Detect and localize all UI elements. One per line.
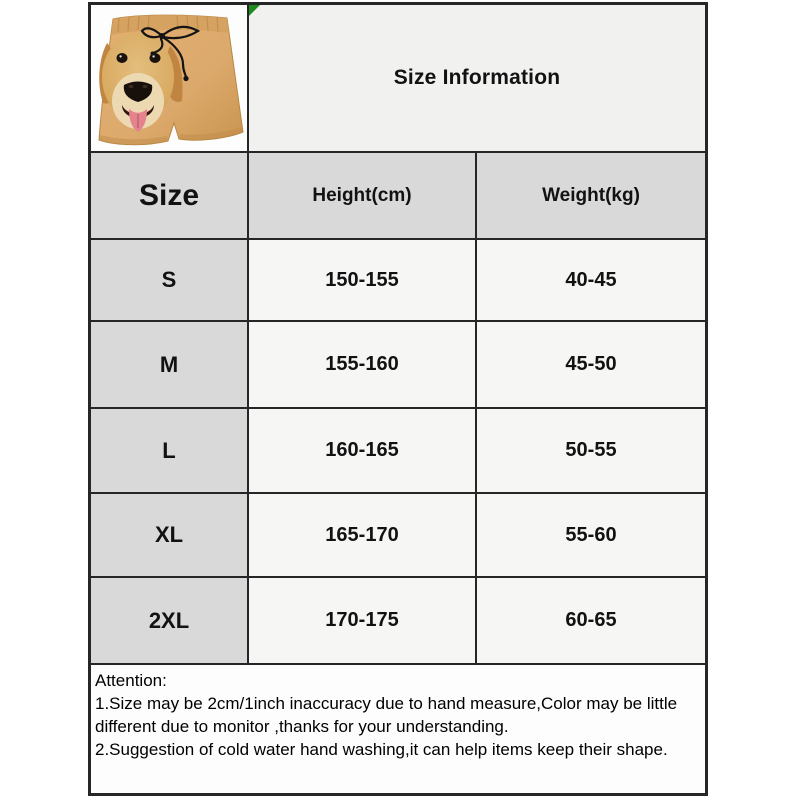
column-header-height <box>249 153 475 238</box>
table-row-xl-weight <box>477 494 705 576</box>
weight-value: 60-65 <box>565 609 617 631</box>
height-value: 160-165 <box>325 439 399 461</box>
height-value: 150-155 <box>325 268 399 291</box>
attention-note-box <box>91 665 705 793</box>
table-row-l-size <box>91 409 247 492</box>
size-label: 2XL <box>148 607 190 633</box>
column-header-size-label: Size <box>138 178 200 212</box>
green-corner-flag-icon <box>249 5 260 16</box>
page-title: Size Information <box>393 66 561 89</box>
height-value: 165-170 <box>325 523 399 546</box>
column-header-size <box>91 153 247 238</box>
product-photo-cell <box>91 5 247 151</box>
table-row-l-height <box>249 409 475 492</box>
title-cell <box>249 5 705 151</box>
weight-value: 50-55 <box>565 439 617 461</box>
size-label: M <box>159 351 179 377</box>
attention-line-2: different due to monitor ,thanks for your understanding. <box>95 717 509 736</box>
table-row-2xl-weight <box>477 578 705 663</box>
column-header-weight <box>477 153 705 238</box>
size-label: S <box>161 267 177 292</box>
height-value: 155-160 <box>325 353 399 375</box>
size-chart-sheet <box>88 2 708 796</box>
table-row-s-size <box>91 240 247 320</box>
weight-value: 55-60 <box>565 523 617 546</box>
table-row-2xl-size <box>91 578 247 663</box>
table-row-s-weight <box>477 240 705 320</box>
size-label: XL <box>154 522 184 547</box>
column-header-weight-label: Weight(kg) <box>542 184 640 206</box>
column-header-height-label: Height(cm) <box>312 184 412 206</box>
table-row-l-weight <box>477 409 705 492</box>
height-value: 170-175 <box>325 609 399 631</box>
table-row-xl-size <box>91 494 247 576</box>
table-row-m-size <box>91 322 247 407</box>
attention-line-3: 2.Suggestion of cold water hand washing,it can help items keep their shape. <box>95 740 668 759</box>
weight-value: 45-50 <box>565 353 617 375</box>
table-row-2xl-height <box>249 578 475 663</box>
weight-value: 40-45 <box>565 268 617 291</box>
table-row-xl-height <box>249 494 475 576</box>
attention-line-1: 1.Size may be 2cm/1inch inaccuracy due to hand measure,Color may be little <box>95 694 678 713</box>
table-row-s-height <box>249 240 475 320</box>
attention-heading: Attention: <box>95 671 167 690</box>
size-label: L <box>162 437 176 463</box>
dog-print-shorts-image <box>91 5 247 151</box>
table-row-m-height <box>249 322 475 407</box>
table-row-m-weight <box>477 322 705 407</box>
